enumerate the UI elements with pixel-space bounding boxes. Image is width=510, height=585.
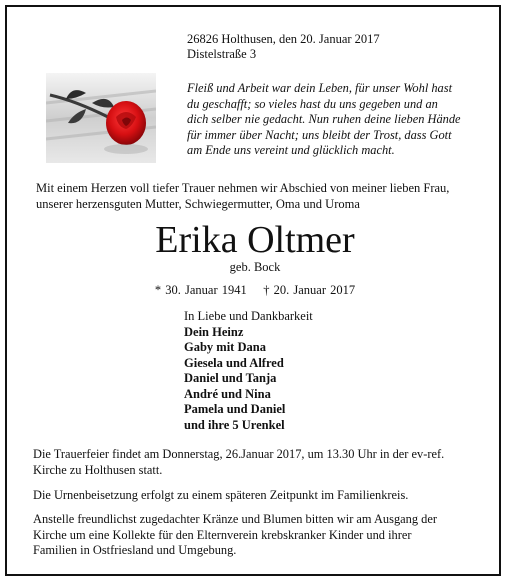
birth-date: * 30. Januar 1941: [154, 283, 247, 297]
death-date: † 20. Januar 2017: [263, 283, 356, 297]
urn-notice: [33, 488, 408, 504]
street-address: Distelstraße 3: [187, 47, 257, 61]
life-dates: [0, 282, 510, 298]
verse-line: dich selber nie gedacht. Nun ruhen deine lieben Hände: [187, 112, 461, 126]
rose-image: [46, 73, 156, 163]
maiden-name: geb. Bock: [229, 260, 281, 274]
mourner-name: André und Nina: [184, 386, 271, 401]
donation-notice: [33, 512, 437, 559]
donation-line: Anstelle freundlichst zugedachter Kränze und Blumen bitten wir am Ausgang der: [33, 512, 437, 526]
donation-line: Kirche um eine Kollekte für den Elternverein krebskranker Kinder und ihrer: [33, 527, 412, 542]
mourner-name: und ihre 5 Urenkel: [184, 417, 285, 432]
mourner-name: Pamela und Daniel: [184, 402, 286, 416]
verse-line: du geschafft; so vieles hast du uns gegeben und an: [187, 96, 438, 111]
mourner-name: Gaby mit Dana: [184, 340, 266, 354]
verse-line: am Ende uns vereint und glücklich macht.: [187, 143, 395, 157]
mourners-lead: In Liebe und Dankbarkeit: [184, 309, 313, 323]
funeral-notice: [33, 447, 444, 478]
urn-line: Die Urnenbeisetzung erfolgt zu einem späteren Zeitpunkt im Familienkreis.: [33, 488, 409, 502]
intro-text: [36, 181, 449, 212]
memorial-verse: [187, 81, 461, 159]
intro-line: Mit einem Herzen voll tiefer Trauer nehmen wir Abschied von meiner lieben Frau,: [36, 181, 450, 195]
funeral-line: Kirche zu Holthusen statt.: [33, 462, 163, 477]
donation-line: Familien in Ostfriesland und Umgebung.: [33, 543, 237, 557]
mourner-name: Dein Heinz: [184, 324, 244, 339]
deceased-name: Erika Oltmer: [155, 219, 355, 261]
mourners-list: [184, 309, 313, 433]
funeral-line: Die Trauerfeier findet am Donnerstag, 26.Januar 2017, um 13.30 Uhr in der ev-ref.: [33, 447, 445, 461]
mourner-name: Giesela und Alfred: [184, 355, 284, 370]
verse-line: Fleiß und Arbeit war dein Leben, für unser Wohl hast: [187, 81, 453, 95]
verse-line: für immer über Nacht; uns bleibt der Trost, dass Gott: [187, 127, 452, 142]
place-date: 26826 Holthusen, den 20. Januar 2017: [187, 32, 380, 46]
intro-line: unserer herzensguten Mutter, Schwiegermutter, Oma und Uroma: [36, 196, 360, 211]
mourner-name: Daniel und Tanja: [184, 371, 277, 385]
